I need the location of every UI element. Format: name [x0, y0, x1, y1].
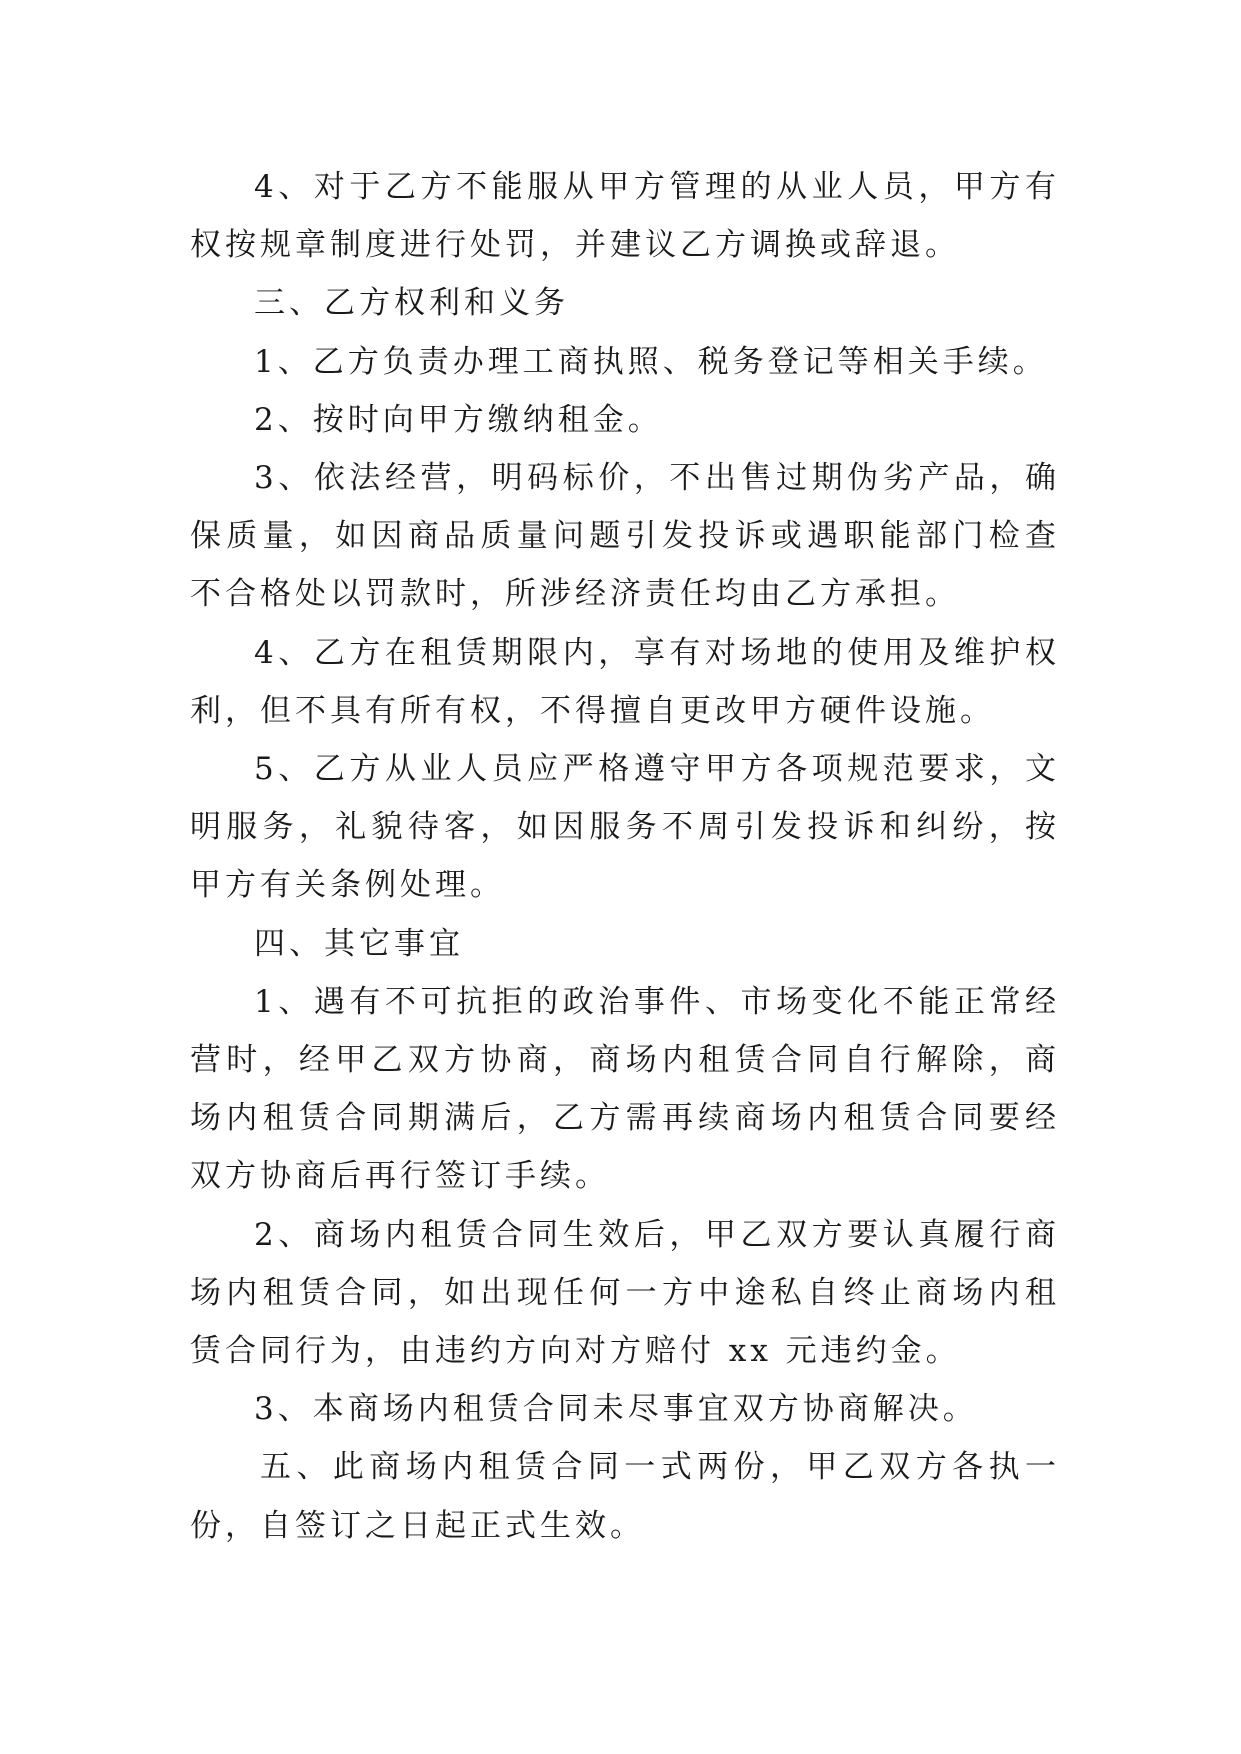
clause-paragraph: 4、乙方在租赁期限内，享有对场地的使用及维护权利，但不具有所有权，不得擅自更改甲方硬件设施。 — [190, 634, 1060, 729]
document-body — [190, 158, 1060, 1555]
clause-paragraph: 1、乙方负责办理工商执照、税务登记等相关手续。 — [254, 343, 1048, 380]
clause-paragraph: 2、商场内租赁合同生效后，甲乙双方要认真履行商场内租赁合同，如出现任何一方中途私自终止商场内租赁合同行为，由违约方向对方赔付 xx 元违约金。 — [190, 1216, 1060, 1370]
clause-paragraph: 5、乙方从业人员应严格遵守甲方各项规范要求，文明服务，礼貌待客，如因服务不周引发投诉和纠纷，按甲方有关条例处理。 — [190, 751, 1060, 904]
section-heading: 四、其它事宜 — [254, 925, 464, 962]
clause-paragraph: 1、遇有不可抗拒的政治事件、市场变化不能正常经营时，经甲乙双方协商，商场内租赁合同自行解除，商场内租赁合同期满后，乙方需再续商场内租赁合同要经双方协商后再行签订手续。 — [190, 983, 1060, 1195]
clause-paragraph: 3、依法经营，明码标价，不出售过期伪劣产品，确保质量，如因商品质量问题引发投诉或遇职能部门检查不合格处以罚款时，所涉经济责任均由乙方承担。 — [190, 460, 1060, 613]
clause-paragraph: 3、本商场内租赁合同未尽事宜双方协商解决。 — [254, 1391, 978, 1428]
clause-paragraph: 2、按时向甲方缴纳租金。 — [254, 401, 663, 438]
section-heading: 三、乙方权利和义务 — [254, 285, 569, 322]
closing-paragraph: 五、此商场内租赁合同一式两份，甲乙双方各执一份，自签订之日起正式生效。 — [190, 1449, 1060, 1544]
clause-paragraph: 4、对于乙方不能服从甲方管理的从业人员，甲方有权按规章制度进行处罚，并建议乙方调换或辞退。 — [190, 169, 1060, 264]
